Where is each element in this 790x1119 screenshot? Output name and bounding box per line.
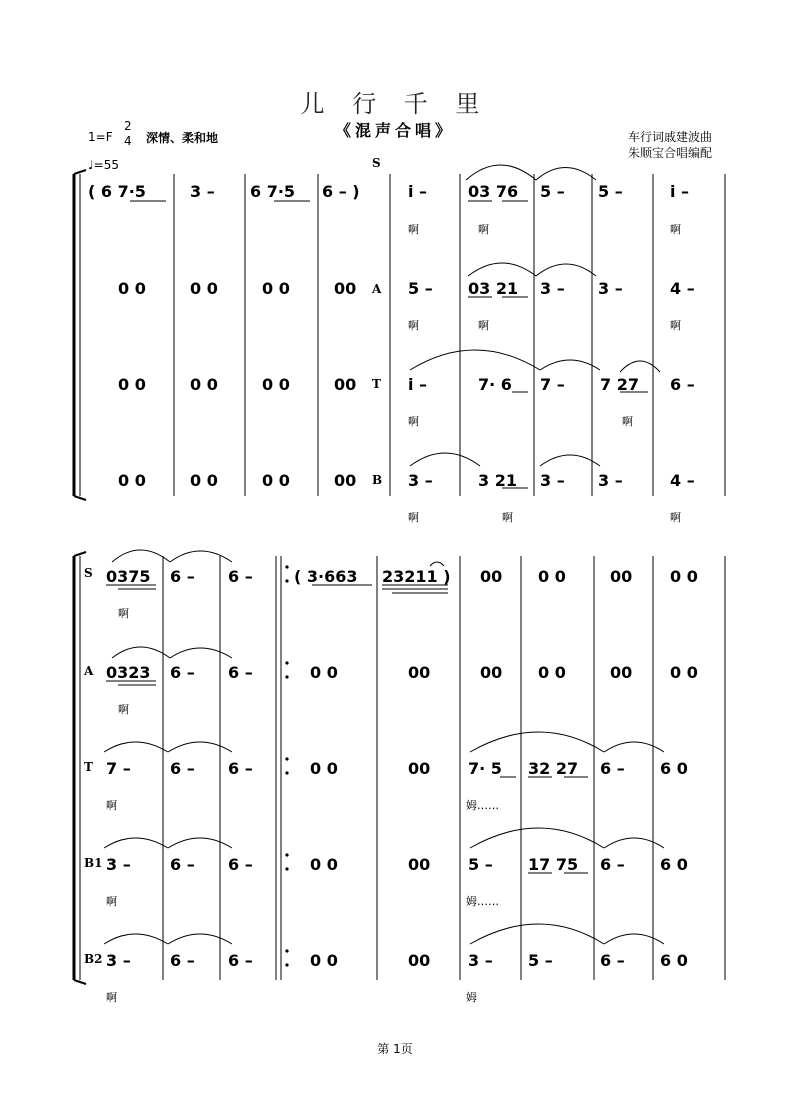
measure-rest: 00: [334, 375, 357, 394]
page-number: 第 1页: [377, 1042, 413, 1056]
measure-note: 32 27: [528, 759, 579, 778]
measure-note: 4 –: [670, 279, 695, 298]
expression-mark: 深情、柔和地: [146, 131, 219, 145]
measure-intro-1: ( 6 7·5: [88, 182, 146, 201]
measure-note: 6 –: [600, 759, 625, 778]
time-signature-top: 2: [124, 119, 132, 133]
measure-rest: 0 0: [118, 471, 146, 490]
measure-note: 3 –: [540, 279, 565, 298]
measure-rest: 00: [480, 567, 503, 586]
voice-label-s: S: [372, 156, 381, 170]
measure-note: 5 –: [528, 951, 553, 970]
measure-note: 03 76: [468, 182, 519, 201]
lyric: 啊: [670, 223, 681, 236]
time-signature-bottom: 4: [124, 134, 132, 148]
measure-rest: 0 0: [670, 663, 698, 682]
measure-note: 6 0: [660, 951, 688, 970]
lyric: 啊: [478, 319, 489, 332]
measure-note: 6 –: [170, 567, 195, 586]
song-title: 儿 行 千 里: [300, 90, 490, 118]
measure-note: 7· 6: [478, 375, 512, 394]
measure-note: 7 –: [106, 759, 131, 778]
measure-note: i –: [408, 182, 428, 201]
measure-rest: 00: [408, 663, 431, 682]
measure-rest: 0 0: [310, 759, 338, 778]
measure-note: 3 –: [468, 951, 493, 970]
measure-intro-4: 6 – ): [322, 182, 360, 201]
measure-note: 17 75: [528, 855, 579, 874]
measure-note: 6 –: [170, 759, 195, 778]
measure-rest: 0 0: [118, 279, 146, 298]
credit-arranger: 朱顺宝合唱编配: [628, 146, 713, 160]
key-signature: 1=F: [88, 130, 113, 144]
measure-rest: 0 0: [118, 375, 146, 394]
measure-note: 4 –: [670, 471, 695, 490]
measure-note: 5 –: [598, 182, 623, 201]
measure-rest: 00: [408, 951, 431, 970]
lyric: 啊: [118, 703, 129, 716]
measure-note: 3 –: [598, 279, 623, 298]
measure-note: 6 –: [228, 567, 253, 586]
measure-rest: 0 0: [310, 663, 338, 682]
lyric: 姆: [466, 991, 477, 1004]
tempo-mark: ♩=55: [88, 158, 119, 172]
measure-note: 6 –: [170, 855, 195, 874]
lyric: 姆……: [466, 895, 499, 908]
measure-note: 23211 ): [382, 567, 451, 586]
measure-note: 6 0: [660, 855, 688, 874]
credit-lyrics-composer: 车行词戚建波曲: [628, 130, 713, 144]
measure-note: 6 0: [660, 759, 688, 778]
song-subtitle: 《混声合唱》: [334, 121, 455, 140]
measure-rest: 0 0: [310, 855, 338, 874]
measure-rest: 00: [610, 663, 633, 682]
measure-rest: 0 0: [310, 951, 338, 970]
lyric: 啊: [106, 799, 117, 812]
measure-note: 5 –: [540, 182, 565, 201]
measure-note: 6 –: [228, 951, 253, 970]
measure-note: 6 –: [228, 855, 253, 874]
voice-label-t: T: [372, 377, 381, 391]
measure-intro-3: 6 7·5: [250, 182, 296, 201]
voice-label-b2: B2: [84, 952, 103, 966]
voice-label-b1: B1: [84, 856, 103, 870]
lyric: 啊: [670, 511, 681, 524]
lyric: 啊: [106, 895, 117, 908]
measure-rest: 00: [610, 567, 633, 586]
lyric: 啊: [670, 319, 681, 332]
measure-note: 5 –: [468, 855, 493, 874]
voice-label-a: A: [372, 282, 382, 296]
measure-note: 3 21: [478, 471, 517, 490]
measure-note: 0375: [106, 567, 151, 586]
measure-note: 7 27: [600, 375, 639, 394]
lyric: 姆……: [466, 799, 499, 812]
measure-note: 7 –: [540, 375, 565, 394]
lyric: 啊: [408, 415, 419, 428]
measure-note: 0323: [106, 663, 151, 682]
measure-note: 3 –: [598, 471, 623, 490]
measure-note: i –: [670, 182, 690, 201]
lyric: 啊: [408, 319, 419, 332]
measure-note: 6 –: [600, 951, 625, 970]
measure-rest: 00: [408, 855, 431, 874]
measure-note: i –: [408, 375, 428, 394]
lyric: 啊: [408, 223, 419, 236]
measure-rest: 0 0: [538, 663, 566, 682]
measure-rest: 0 0: [262, 471, 290, 490]
measure-note: 6 –: [600, 855, 625, 874]
quarter-note-icon: ♩: [88, 158, 94, 172]
measure-rest: 00: [334, 279, 357, 298]
measure-rest: 0 0: [262, 279, 290, 298]
voice-label-s: S: [84, 566, 93, 580]
lyric: 啊: [408, 511, 419, 524]
lyric: 啊: [502, 511, 513, 524]
measure-note: 6 –: [228, 759, 253, 778]
measure-rest: 0 0: [190, 279, 218, 298]
measure-note: 6 –: [170, 663, 195, 682]
measure-intro-2: 3 –: [190, 182, 215, 201]
measure-note: 6 –: [170, 951, 195, 970]
measure-note: 3 –: [408, 471, 433, 490]
lyric: 啊: [106, 991, 117, 1004]
voice-label-a: A: [84, 664, 94, 678]
measure-note: 6 –: [670, 375, 695, 394]
measure-note: 3 –: [540, 471, 565, 490]
measure-note: 6 –: [228, 663, 253, 682]
measure-rest: 0 0: [670, 567, 698, 586]
measure-rest: 0 0: [262, 375, 290, 394]
measure-rest: 0 0: [538, 567, 566, 586]
measure-rest: 0 0: [190, 471, 218, 490]
lyric: 啊: [118, 607, 129, 620]
voice-label-b: B: [372, 473, 383, 487]
measure-rest: 00: [480, 663, 503, 682]
measure-rest: 0 0: [190, 375, 218, 394]
measure-note: 7· 5: [468, 759, 502, 778]
measure-rest: 00: [334, 471, 357, 490]
measure-note: 3 –: [106, 855, 131, 874]
measure-note: 5 –: [408, 279, 433, 298]
lyric: 啊: [622, 415, 633, 428]
measure-note: 03 21: [468, 279, 519, 298]
measure-rest: 00: [408, 759, 431, 778]
lyric: 啊: [478, 223, 489, 236]
voice-label-t: T: [84, 760, 93, 774]
measure-note: ( 3·663: [294, 567, 358, 586]
measure-note: 3 –: [106, 951, 131, 970]
